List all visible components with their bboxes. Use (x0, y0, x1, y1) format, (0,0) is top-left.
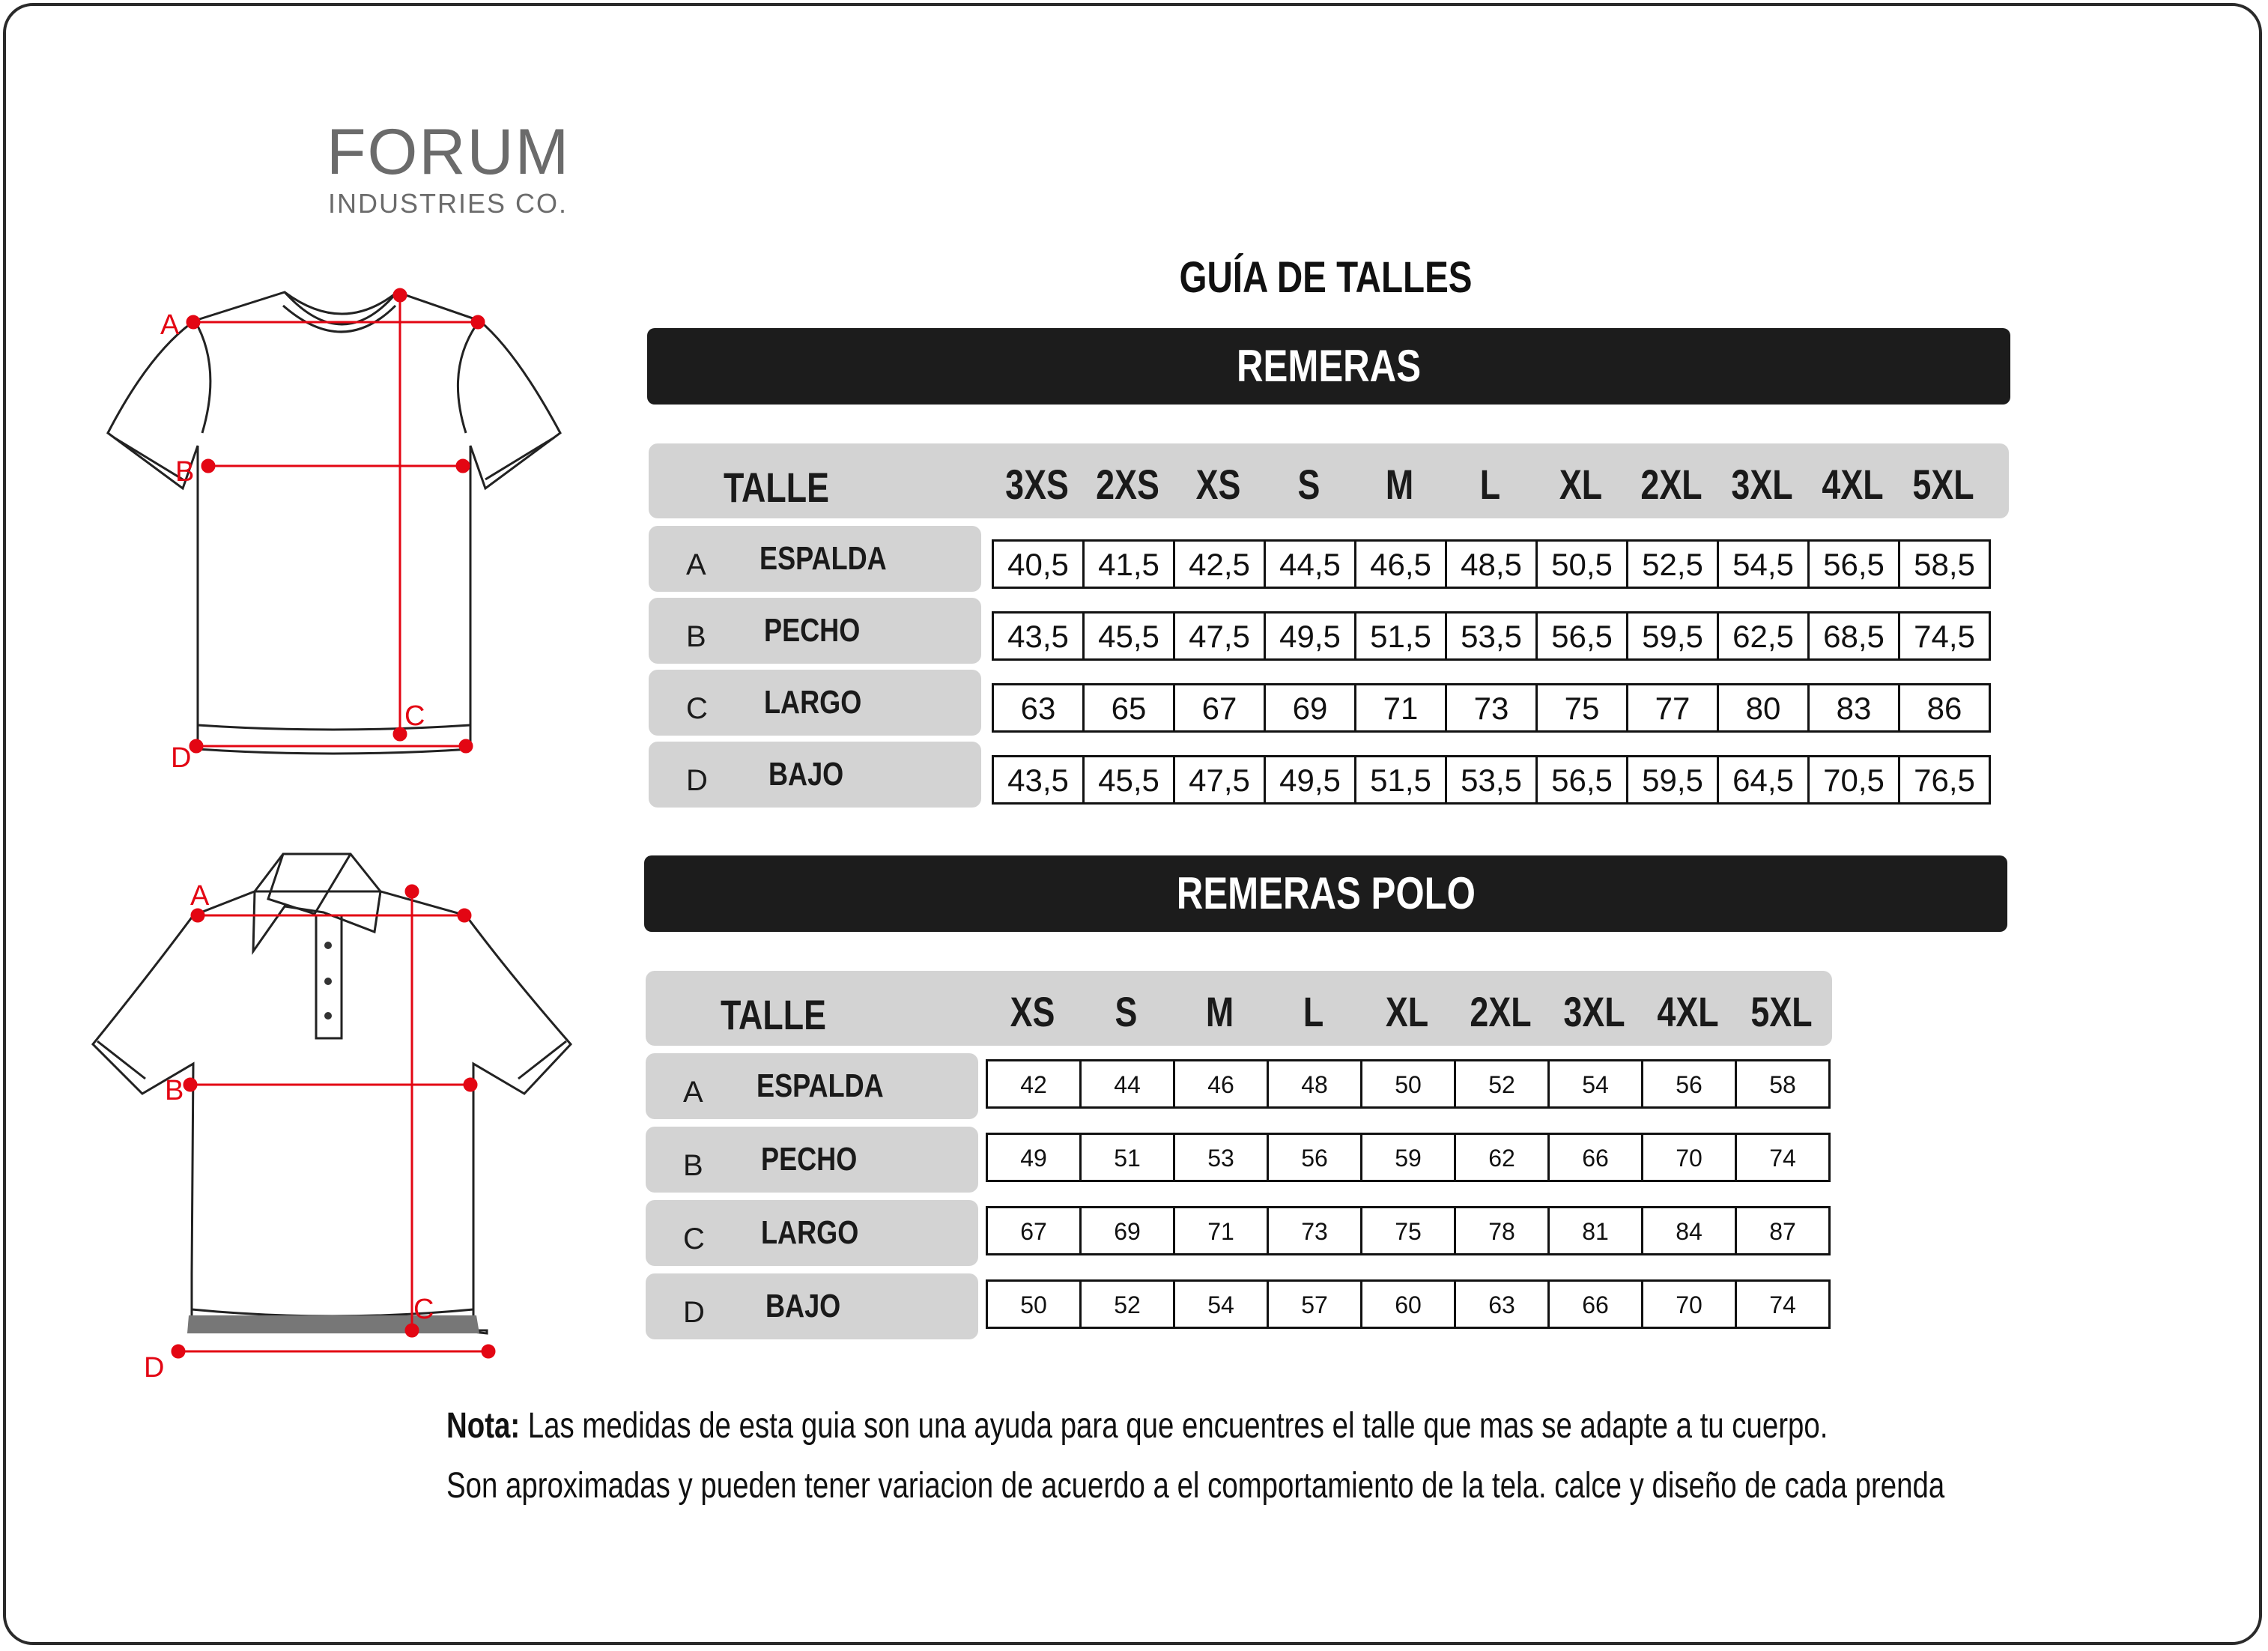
polo-table-cell: 84 (1641, 1206, 1737, 1255)
polo-row-letter: A (683, 1076, 703, 1109)
polo-table-cell: 42 (986, 1059, 1082, 1109)
polo-row-name: ESPALDA (756, 1067, 884, 1104)
remeras-table-cell: 41,5 (1082, 539, 1175, 589)
polo-talle-label: TALLE (721, 991, 827, 1038)
polo-table-cell: 49 (986, 1133, 1082, 1182)
remeras-size-header: 2XS (1096, 461, 1159, 508)
page-frame (3, 3, 2262, 1645)
remeras-table-cell: 56,5 (1807, 539, 1900, 589)
remeras-table-cell: 74,5 (1898, 611, 1991, 661)
polo-size-header: XL (1385, 988, 1429, 1035)
remeras-size-header: XS (1195, 461, 1241, 508)
polo-size-header: S (1115, 988, 1138, 1035)
remeras-table-cell: 67 (1173, 683, 1266, 733)
polo-table-cell: 53 (1173, 1133, 1269, 1182)
remeras-row-letter: C (686, 692, 708, 725)
polo-table-cell: 78 (1454, 1206, 1550, 1255)
remeras-table-cell: 53,5 (1445, 755, 1538, 805)
polo-row-letter: D (683, 1296, 705, 1329)
polo-table-cell: 81 (1547, 1206, 1643, 1255)
remeras-table-cell: 63 (992, 683, 1085, 733)
remeras-section-header (647, 328, 2010, 405)
remeras-size-header: 3XL (1731, 461, 1793, 508)
polo-table-cell: 69 (1079, 1206, 1175, 1255)
remeras-table-cell: 71 (1354, 683, 1447, 733)
remeras-table-cell: 43,5 (992, 755, 1085, 805)
polo-table-cell: 59 (1360, 1133, 1456, 1182)
polo-table-cell: 71 (1173, 1206, 1269, 1255)
polo-size-header: 2XL (1470, 988, 1532, 1035)
remeras-table-cell: 75 (1535, 683, 1628, 733)
remeras-table-cell: 44,5 (1264, 539, 1356, 589)
polo-table-cell: 58 (1735, 1059, 1831, 1109)
polo-size-header: 4XL (1657, 988, 1719, 1035)
remeras-table-cell: 59,5 (1626, 755, 1719, 805)
polo-table-cell: 51 (1079, 1133, 1175, 1182)
remeras-table-cell: 64,5 (1717, 755, 1810, 805)
polo-table-cell: 52 (1454, 1059, 1550, 1109)
remeras-size-header: L (1479, 461, 1501, 508)
polo-size-header: 3XL (1563, 988, 1625, 1035)
tshirt-diagram (90, 270, 584, 779)
remeras-table-cell: 45,5 (1082, 611, 1175, 661)
remeras-row-letter: B (686, 620, 706, 653)
remeras-table-cell: 69 (1264, 683, 1356, 733)
polo-table-cell: 54 (1547, 1059, 1643, 1109)
remeras-size-header: 4XL (1822, 461, 1884, 508)
polo-size-header: XS (1010, 988, 1055, 1035)
remeras-table-cell: 76,5 (1898, 755, 1991, 805)
polo-row-letter: B (683, 1149, 703, 1182)
polo-table-cell: 54 (1173, 1279, 1269, 1329)
remeras-table-cell: 49,5 (1264, 755, 1356, 805)
polo-table-cell: 62 (1454, 1133, 1550, 1182)
brand-logo-subtitle: INDUSTRIES CO. (328, 188, 568, 219)
polo-table-cell: 75 (1360, 1206, 1456, 1255)
polo-title: REMERAS POLO (1176, 868, 1476, 918)
remeras-table-cell: 45,5 (1082, 755, 1175, 805)
remeras-table-cell: 56,5 (1535, 611, 1628, 661)
polo-table-cell: 70 (1641, 1133, 1737, 1182)
polo-diagram (75, 839, 584, 1393)
remeras-table-cell: 68,5 (1807, 611, 1900, 661)
polo-table-cell: 66 (1547, 1279, 1643, 1329)
polo-row-name: PECHO (761, 1141, 858, 1178)
remeras-table-cell: 46,5 (1354, 539, 1447, 589)
remeras-row-name: PECHO (764, 612, 861, 649)
remeras-row-letter: A (686, 548, 706, 581)
polo-table-cell: 50 (1360, 1059, 1456, 1109)
diagram-label-a: A (160, 309, 180, 341)
remeras-row-name: BAJO (768, 756, 844, 793)
remeras-table-cell: 80 (1717, 683, 1810, 733)
note-line-2: Son aproximadas y pueden tener variacion de acuerdo a el comportamiento de la tela. calce y diseño de cada prenda (446, 1466, 1945, 1506)
polo-table-cell: 66 (1547, 1133, 1643, 1182)
polo-table-cell: 63 (1454, 1279, 1550, 1329)
remeras-size-header: 3XS (1005, 461, 1069, 508)
remeras-talle-label: TALLE (724, 464, 830, 511)
remeras-title: REMERAS (1236, 341, 1422, 391)
remeras-row-letter: D (686, 764, 708, 797)
polo-table-cell: 56 (1267, 1133, 1362, 1182)
diagram-label-a: A (190, 880, 210, 912)
remeras-table-cell: 52,5 (1626, 539, 1719, 589)
polo-table-cell: 52 (1079, 1279, 1175, 1329)
polo-section-header (644, 855, 2007, 932)
remeras-table-cell: 51,5 (1354, 755, 1447, 805)
remeras-table-cell: 50,5 (1535, 539, 1628, 589)
note-line-1 (446, 1405, 1828, 1446)
polo-size-header: 5XL (1750, 988, 1813, 1035)
note-text-1: Las medidas de esta guia son una ayuda para que encuentres el talle que mas se adapte a tu cuerpo. (520, 1406, 1828, 1446)
remeras-table-cell: 62,5 (1717, 611, 1810, 661)
remeras-table-cell: 42,5 (1173, 539, 1266, 589)
remeras-size-header: 2XL (1640, 461, 1702, 508)
remeras-table-cell: 43,5 (992, 611, 1085, 661)
diagram-label-c: C (404, 700, 425, 732)
polo-size-header: L (1303, 988, 1324, 1035)
remeras-table-cell: 53,5 (1445, 611, 1538, 661)
brand-logo-name: FORUM (327, 116, 571, 188)
remeras-table-cell: 73 (1445, 683, 1538, 733)
remeras-table-cell: 47,5 (1173, 611, 1266, 661)
polo-table-cell: 74 (1735, 1133, 1831, 1182)
remeras-table-cell: 48,5 (1445, 539, 1538, 589)
remeras-size-header: 5XL (1912, 461, 1974, 508)
remeras-row-name: ESPALDA (759, 540, 887, 577)
polo-size-header: M (1205, 988, 1234, 1035)
diagram-label-d: D (171, 742, 192, 774)
polo-row-name: BAJO (765, 1288, 841, 1324)
polo-table-cell: 87 (1735, 1206, 1831, 1255)
polo-table-cell: 50 (986, 1279, 1082, 1329)
diagram-label-b: B (165, 1075, 184, 1106)
diagram-label-b: B (175, 456, 195, 488)
polo-table-cell: 73 (1267, 1206, 1362, 1255)
polo-table-cell: 57 (1267, 1279, 1362, 1329)
remeras-table-cell: 54,5 (1717, 539, 1810, 589)
remeras-size-header: XL (1559, 461, 1603, 508)
polo-table-cell: 44 (1079, 1059, 1175, 1109)
remeras-table-cell: 47,5 (1173, 755, 1266, 805)
diagram-label-d: D (144, 1352, 165, 1384)
polo-table-cell: 74 (1735, 1279, 1831, 1329)
remeras-table-cell: 51,5 (1354, 611, 1447, 661)
polo-table-cell: 70 (1641, 1279, 1737, 1329)
remeras-table-cell: 83 (1807, 683, 1900, 733)
remeras-table-cell: 59,5 (1626, 611, 1719, 661)
page-title: GUÍA DE TALLES (1179, 253, 1473, 302)
polo-table-cell: 48 (1267, 1059, 1362, 1109)
remeras-table-cell: 40,5 (992, 539, 1085, 589)
polo-table-cell: 60 (1360, 1279, 1456, 1329)
remeras-table-cell: 58,5 (1898, 539, 1991, 589)
remeras-table-cell: 56,5 (1535, 755, 1628, 805)
polo-table-cell: 67 (986, 1206, 1082, 1255)
remeras-table-cell: 77 (1626, 683, 1719, 733)
remeras-row-name: LARGO (764, 684, 862, 721)
diagram-label-c: C (413, 1294, 434, 1325)
remeras-size-header: S (1297, 461, 1321, 508)
polo-row-name: LARGO (761, 1214, 859, 1251)
remeras-table-cell: 65 (1082, 683, 1175, 733)
remeras-table-cell: 49,5 (1264, 611, 1356, 661)
note-label: Nota: (446, 1406, 521, 1446)
remeras-table-cell: 70,5 (1807, 755, 1900, 805)
polo-table-cell: 46 (1173, 1059, 1269, 1109)
remeras-table-cell: 86 (1898, 683, 1991, 733)
polo-row-letter: C (683, 1223, 705, 1255)
polo-table-cell: 56 (1641, 1059, 1737, 1109)
remeras-size-header: M (1385, 461, 1414, 508)
